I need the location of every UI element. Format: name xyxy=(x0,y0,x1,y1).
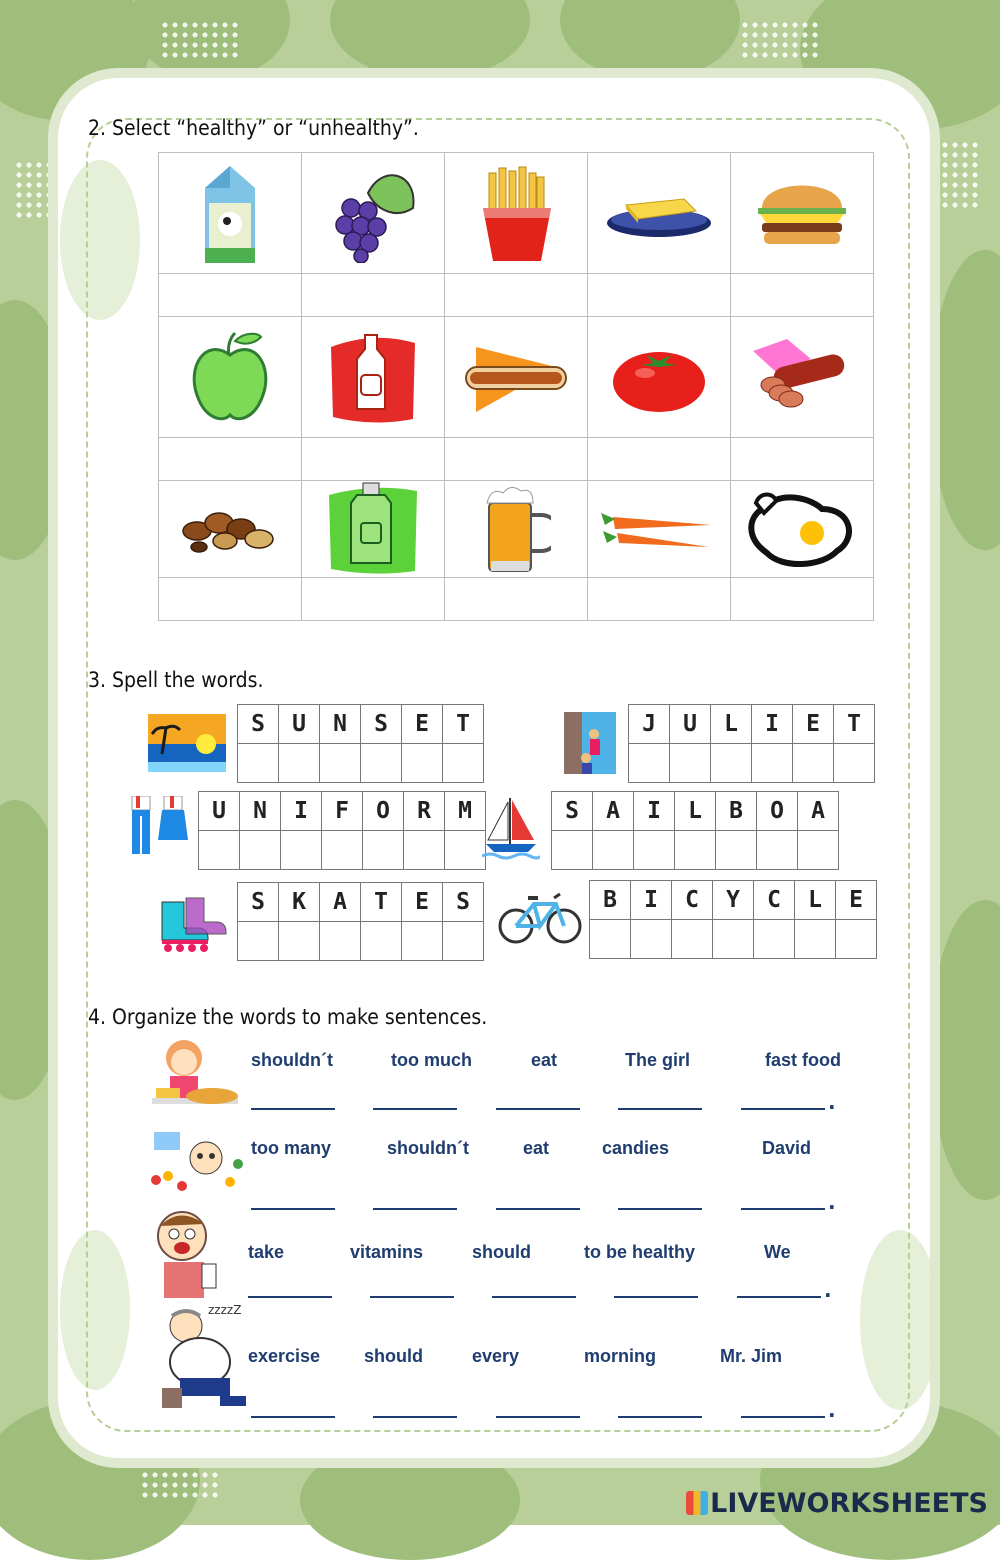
spell-input-cell[interactable] xyxy=(631,920,672,959)
spell-letter: I xyxy=(631,881,672,920)
food-cell xyxy=(159,317,302,438)
spell-input-cell[interactable] xyxy=(320,744,361,783)
border-dots xyxy=(940,140,980,210)
word-chip[interactable]: fast food xyxy=(765,1050,841,1070)
answer-cell[interactable] xyxy=(159,274,302,317)
spell-letter: O xyxy=(363,792,404,831)
answer-blank[interactable] xyxy=(737,1294,821,1298)
spell-input-cell[interactable] xyxy=(443,744,484,783)
spell-input-cell[interactable] xyxy=(322,831,363,870)
food-cell xyxy=(445,481,588,578)
spell-letter: U xyxy=(199,792,240,831)
spell-letter: E xyxy=(793,705,834,744)
word-chip[interactable]: too many xyxy=(251,1138,332,1158)
answer-blank[interactable] xyxy=(741,1414,825,1418)
bicycle-icon xyxy=(498,888,582,946)
answer-cell[interactable] xyxy=(445,274,588,317)
word-chip[interactable]: eat xyxy=(523,1138,550,1158)
food-cell xyxy=(731,481,874,578)
uniform-icon xyxy=(128,796,188,854)
spell-letter: S xyxy=(443,883,484,922)
spell-input-cell[interactable] xyxy=(754,920,795,959)
answer-blank[interactable] xyxy=(741,1206,825,1210)
spell-letter: B xyxy=(590,881,631,920)
spell-letter: B xyxy=(716,792,757,831)
tomato-icon xyxy=(609,337,709,417)
liveworksheets-logo[interactable] xyxy=(686,1488,988,1519)
food-cell xyxy=(159,481,302,578)
spell-input-cell[interactable] xyxy=(402,922,443,961)
answer-blank[interactable] xyxy=(496,1106,580,1110)
spell-letter: S xyxy=(552,792,593,831)
spell-letter: I xyxy=(752,705,793,744)
spell-input-cell[interactable] xyxy=(675,831,716,870)
spell-letter: S xyxy=(238,883,279,922)
spell-input-cell[interactable] xyxy=(836,920,877,959)
word-chip[interactable]: David xyxy=(762,1138,812,1158)
spell-input-cell[interactable] xyxy=(757,831,798,870)
man-sleeping-icon xyxy=(150,1302,250,1412)
spell-letter: C xyxy=(754,881,795,920)
spell-input-cell[interactable] xyxy=(629,744,670,783)
answer-blank[interactable] xyxy=(251,1106,335,1110)
word-chip[interactable]: candies xyxy=(602,1138,670,1158)
spell-letter: E xyxy=(402,705,443,744)
hamburger-icon xyxy=(752,173,852,253)
spell-input-cell[interactable] xyxy=(593,831,634,870)
food-cell xyxy=(302,153,445,274)
logo-text: LIVEWORKSHEETS xyxy=(710,1488,988,1519)
spell-input-cell[interactable] xyxy=(834,744,875,783)
word-chip[interactable]: too much xyxy=(391,1050,472,1070)
spell-input-cell[interactable] xyxy=(793,744,834,783)
spell-input-cell[interactable] xyxy=(320,922,361,961)
spell-letter: Y xyxy=(713,881,754,920)
spell-input-cell[interactable] xyxy=(281,831,322,870)
spell-grid-sailboat xyxy=(551,791,839,870)
svg-text:zzzzZ: zzzzZ xyxy=(208,1303,242,1317)
boy-candies-icon xyxy=(142,1124,248,1196)
word-chip[interactable]: The girl xyxy=(625,1050,691,1070)
nuts-icon xyxy=(175,499,285,559)
spell-input-cell[interactable] xyxy=(279,922,320,961)
ketchup-icon xyxy=(323,327,423,427)
spell-letter: T xyxy=(443,705,484,744)
sentence-period: . xyxy=(828,1090,836,1114)
milk-carton-icon xyxy=(195,158,265,268)
sausage-icon xyxy=(747,337,857,417)
answer-cell[interactable] xyxy=(302,274,445,317)
answer-cell[interactable] xyxy=(588,438,731,481)
butter-icon xyxy=(604,183,714,243)
spell-grid-sunset xyxy=(237,704,484,783)
answer-blank[interactable] xyxy=(741,1106,825,1110)
spell-input-cell[interactable] xyxy=(552,831,593,870)
answer-blank[interactable] xyxy=(492,1294,576,1298)
answer-blank[interactable] xyxy=(496,1414,580,1418)
spell-grid-skates xyxy=(237,882,484,961)
spell-input-cell[interactable] xyxy=(361,922,402,961)
spell-letter: T xyxy=(361,883,402,922)
answer-blank[interactable] xyxy=(248,1294,332,1298)
food-cell xyxy=(159,153,302,274)
spell-input-cell[interactable] xyxy=(238,744,279,783)
food-cell xyxy=(731,153,874,274)
beer-mug-icon xyxy=(481,481,551,577)
spell-input-cell[interactable] xyxy=(402,744,443,783)
answer-blank[interactable] xyxy=(251,1206,335,1210)
apple-icon xyxy=(185,327,275,427)
answer-blank[interactable] xyxy=(373,1206,457,1210)
answer-blank[interactable] xyxy=(618,1414,702,1418)
food-cell xyxy=(445,317,588,438)
spell-input-cell[interactable] xyxy=(404,831,445,870)
spell-letter: I xyxy=(281,792,322,831)
word-chip[interactable]: Mr. Jim xyxy=(720,1346,783,1366)
spell-letter: S xyxy=(361,705,402,744)
spell-letter: C xyxy=(672,881,713,920)
border-dots xyxy=(160,20,240,60)
word-chip[interactable]: take xyxy=(248,1242,285,1262)
border-scallop xyxy=(300,1440,520,1560)
answer-cell[interactable] xyxy=(731,274,874,317)
food-cell xyxy=(588,153,731,274)
grapes-icon xyxy=(323,163,423,263)
spell-input-cell[interactable] xyxy=(361,744,402,783)
sailboat-icon xyxy=(482,796,540,862)
spell-letter: L xyxy=(711,705,752,744)
spell-input-cell[interactable] xyxy=(716,831,757,870)
answer-cell[interactable] xyxy=(731,578,874,621)
food-cell xyxy=(588,317,731,438)
sentence-period: . xyxy=(824,1278,832,1302)
border-dots xyxy=(140,1460,220,1500)
spell-input-cell[interactable] xyxy=(590,920,631,959)
food-cell xyxy=(588,481,731,578)
word-chip[interactable]: eat xyxy=(531,1050,558,1070)
spell-input-cell[interactable] xyxy=(672,920,713,959)
spell-input-cell[interactable] xyxy=(363,831,404,870)
girl-eating-icon xyxy=(142,1036,242,1120)
word-chip[interactable]: should xyxy=(472,1242,531,1262)
spell-input-cell[interactable] xyxy=(199,831,240,870)
word-chip[interactable]: shouldn´t xyxy=(251,1050,333,1070)
section-4-title: 4. Organize the words to make sentences. xyxy=(88,1005,488,1029)
food-cell xyxy=(302,481,445,578)
spell-input-cell[interactable] xyxy=(752,744,793,783)
juliet-icon xyxy=(564,712,616,774)
answer-blank[interactable] xyxy=(496,1206,580,1210)
spell-letter: R xyxy=(404,792,445,831)
skates-icon xyxy=(156,892,228,952)
spell-letter: K xyxy=(279,883,320,922)
spell-input-cell[interactable] xyxy=(443,922,484,961)
spell-letter: N xyxy=(320,705,361,744)
spell-letter: L xyxy=(795,881,836,920)
sentence-period: . xyxy=(828,1190,836,1214)
answer-blank[interactable] xyxy=(614,1294,698,1298)
word-chip[interactable]: every xyxy=(472,1346,520,1366)
section-3-title: 3. Spell the words. xyxy=(88,668,264,692)
spell-input-cell[interactable] xyxy=(445,831,486,870)
spell-letter: N xyxy=(240,792,281,831)
word-chip[interactable]: shouldn´t xyxy=(387,1138,469,1158)
spell-input-cell[interactable] xyxy=(795,920,836,959)
word-chip[interactable]: morning xyxy=(584,1346,656,1366)
spell-letter: J xyxy=(629,705,670,744)
section-2-title: 2. Select “healthy” or “unhealthy”. xyxy=(88,116,419,140)
answer-blank[interactable] xyxy=(373,1106,457,1110)
food-table xyxy=(158,152,874,621)
spell-input-cell[interactable] xyxy=(798,831,839,870)
liveworksheets-mark-icon xyxy=(686,1491,708,1515)
spell-letter: A xyxy=(320,883,361,922)
border-dots xyxy=(14,160,54,220)
spell-letter: M xyxy=(445,792,486,831)
spell-letter: U xyxy=(279,705,320,744)
word-chip[interactable]: We xyxy=(764,1242,791,1262)
answer-cell[interactable] xyxy=(302,578,445,621)
spell-letter: O xyxy=(757,792,798,831)
spell-letter: E xyxy=(836,881,877,920)
word-chip[interactable]: vitamins xyxy=(350,1242,424,1262)
oil-bottle-icon xyxy=(323,481,423,577)
spell-letter: A xyxy=(593,792,634,831)
french-fries-icon xyxy=(471,163,561,263)
fried-egg-icon xyxy=(742,489,862,569)
spell-letter: E xyxy=(402,883,443,922)
answer-cell[interactable] xyxy=(588,274,731,317)
answer-blank[interactable] xyxy=(618,1206,702,1210)
spell-letter: L xyxy=(675,792,716,831)
spell-grid-juliet xyxy=(628,704,875,783)
spell-letter: T xyxy=(834,705,875,744)
food-cell xyxy=(731,317,874,438)
answer-cell[interactable] xyxy=(445,578,588,621)
spell-input-cell[interactable] xyxy=(240,831,281,870)
spell-letter: A xyxy=(798,792,839,831)
spell-input-cell[interactable] xyxy=(634,831,675,870)
boy-vitamins-icon xyxy=(150,1206,220,1302)
answer-cell[interactable] xyxy=(159,578,302,621)
hot-dog-icon xyxy=(456,337,576,417)
answer-blank[interactable] xyxy=(373,1414,457,1418)
spell-grid-uniform xyxy=(198,791,486,870)
spell-letter: I xyxy=(634,792,675,831)
spell-letter: U xyxy=(670,705,711,744)
carrots-icon xyxy=(599,499,719,559)
spell-input-cell[interactable] xyxy=(279,744,320,783)
spell-input-cell[interactable] xyxy=(238,922,279,961)
answer-cell[interactable] xyxy=(731,438,874,481)
answer-cell[interactable] xyxy=(302,438,445,481)
border-dots xyxy=(740,20,820,60)
food-cell xyxy=(302,317,445,438)
spell-input-cell[interactable] xyxy=(711,744,752,783)
word-chip[interactable]: exercise xyxy=(248,1346,321,1366)
spell-grid-bicycle xyxy=(589,880,877,959)
word-chip[interactable]: should xyxy=(364,1346,423,1366)
answer-blank[interactable] xyxy=(618,1106,702,1110)
answer-cell[interactable] xyxy=(159,438,302,481)
spell-input-cell[interactable] xyxy=(713,920,754,959)
sunset-icon xyxy=(148,714,226,772)
spell-input-cell[interactable] xyxy=(670,744,711,783)
spell-letter: F xyxy=(322,792,363,831)
answer-blank[interactable] xyxy=(370,1294,454,1298)
answer-blank[interactable] xyxy=(251,1414,335,1418)
answer-cell[interactable] xyxy=(445,438,588,481)
word-chip[interactable]: to be healthy xyxy=(584,1242,696,1262)
food-cell xyxy=(445,153,588,274)
sentence-period: . xyxy=(828,1398,836,1422)
answer-cell[interactable] xyxy=(588,578,731,621)
spell-letter: S xyxy=(238,705,279,744)
